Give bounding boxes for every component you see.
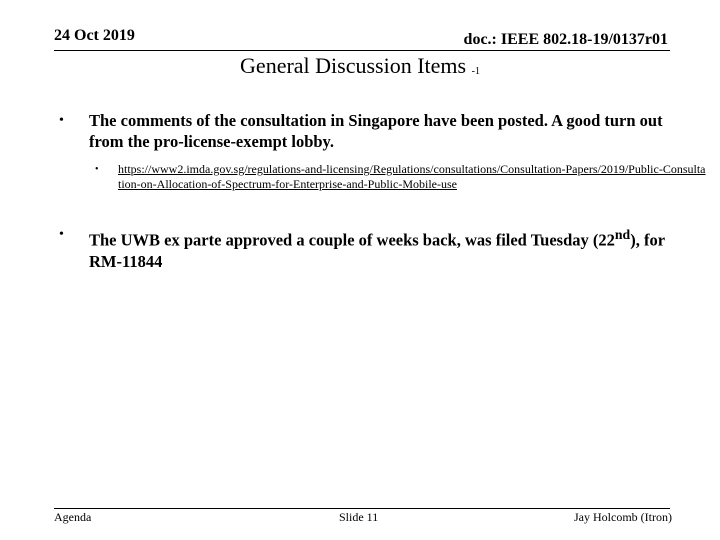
footer-divider bbox=[54, 508, 670, 509]
slide-title-text: General Discussion Items bbox=[240, 53, 467, 78]
bullet-item bbox=[55, 110, 695, 152]
header-date: 24 Oct 2019 bbox=[54, 27, 135, 44]
header-document-id: doc.: IEEE 802.18-19/0137r01 bbox=[463, 31, 668, 48]
bullet-item bbox=[55, 224, 695, 272]
bullet-text-before: The UWB ex parte approved a couple of weeks back, was filed Tuesday (22 bbox=[89, 230, 615, 250]
sub-bullet-marker: • bbox=[95, 164, 99, 175]
header-divider bbox=[54, 50, 670, 51]
slide-content bbox=[55, 110, 706, 272]
footer-left-text: Agenda bbox=[54, 510, 92, 524]
bullet-text: The comments of the consultation in Singapore have been posted. A good turn out from the pro-license-exempt lobby. bbox=[89, 111, 663, 151]
slide-title bbox=[0, 53, 720, 79]
bullet-marker: • bbox=[59, 113, 64, 128]
consultation-link[interactable]: https://www2.imda.gov.sg/regulations-and-licensing/Regulations/consultations/Consultation-Papers/2019/Public-Consultation-on-Allocation-of-Spectrum-for-Enterprise-and-Public-Mobile-use bbox=[118, 162, 706, 191]
sub-bullet-item bbox=[55, 162, 706, 192]
bullet-text-after: ), for RM-11844 bbox=[89, 230, 665, 271]
bullet-marker: • bbox=[59, 227, 64, 242]
slide-title-suffix: -1 bbox=[471, 66, 480, 77]
bullet-superscript: nd bbox=[614, 227, 631, 242]
footer-slide-number: Slide 11 bbox=[339, 510, 379, 524]
footer-author: Jay Holcomb (Itron) bbox=[574, 510, 672, 524]
